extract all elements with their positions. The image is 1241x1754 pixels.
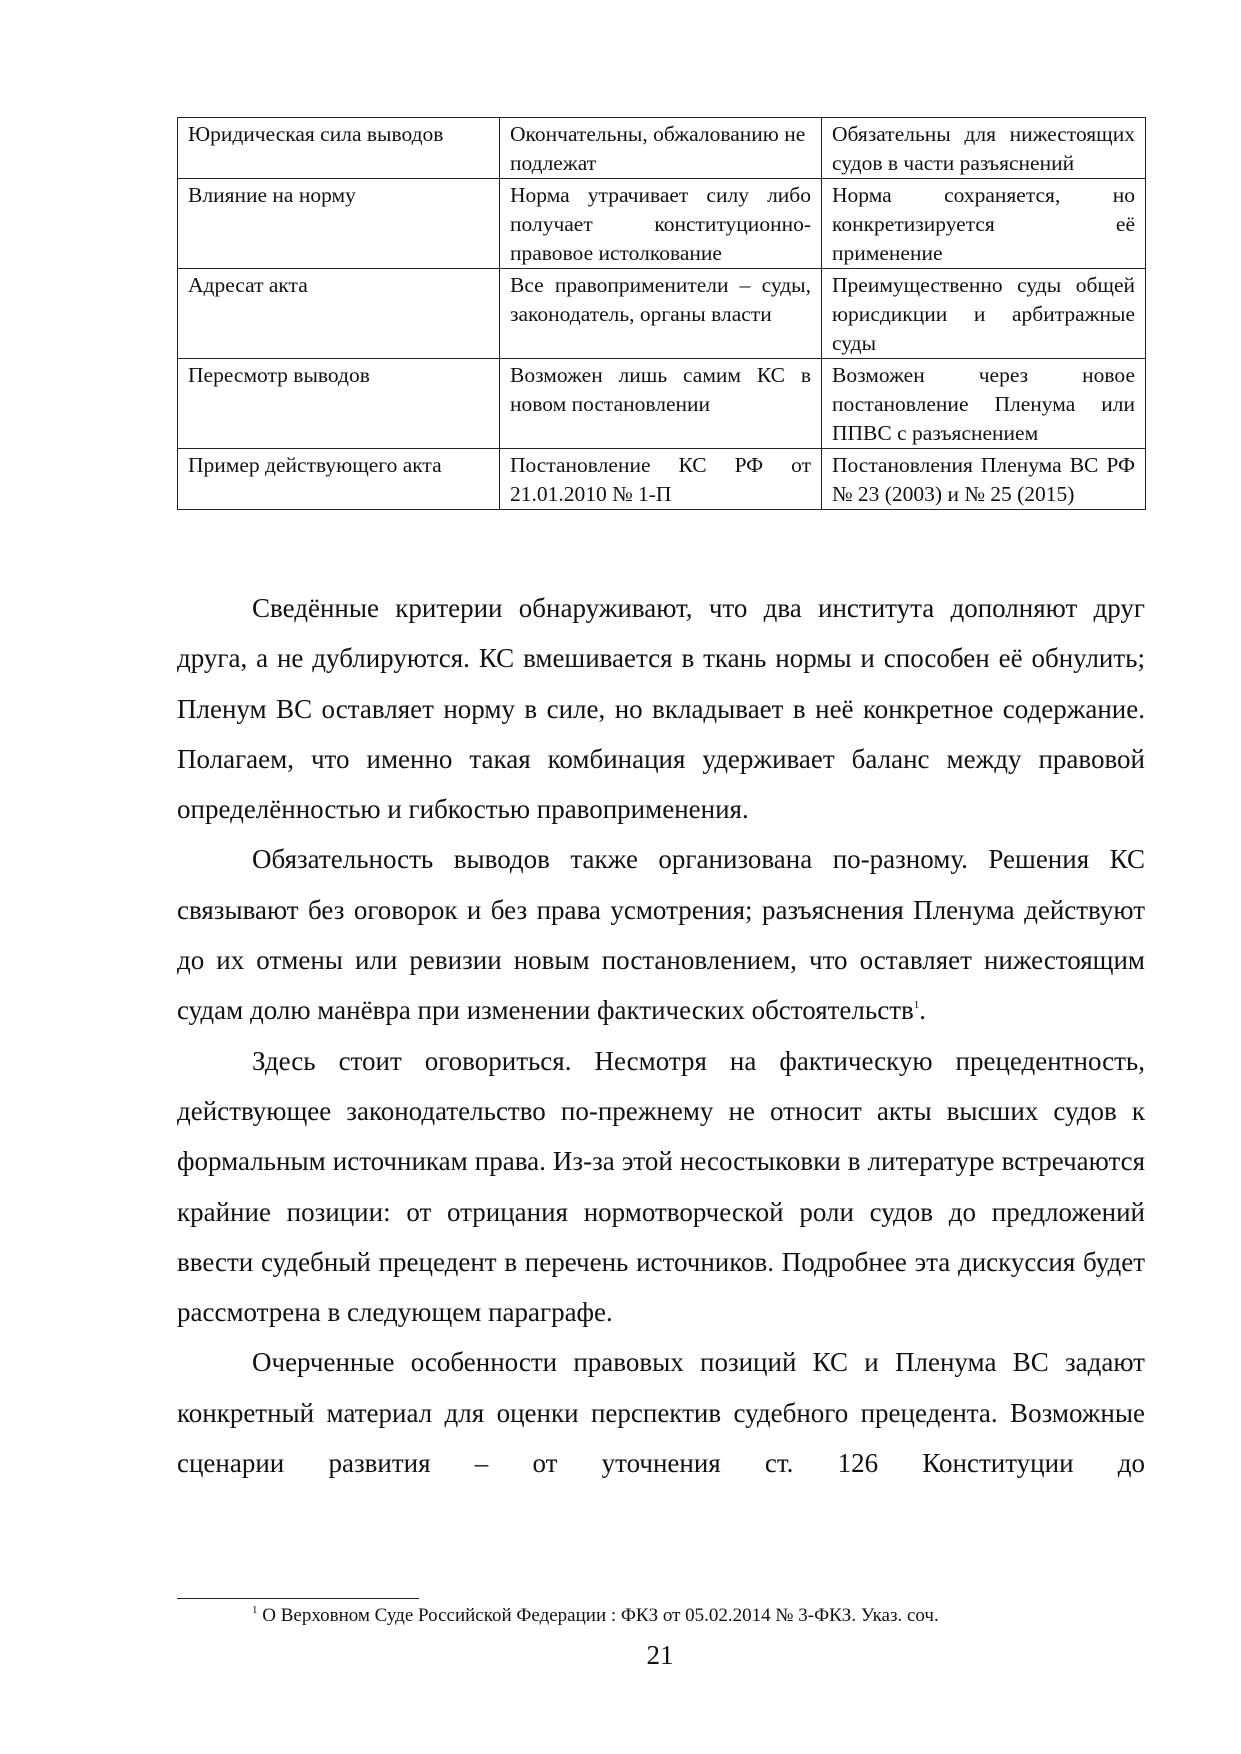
footnote [252,1604,939,1628]
table-cell: Все правоприменители – суды, законодатель, органы власти [500,269,822,359]
comparison-table [177,117,1146,510]
paragraph: Здесь стоит оговориться. Несмотря на фактическую прецедентность, действующее законодательство по-прежнему не относит акты высших судов к формальным источникам права. Из-за этой несостыковки в литературе встречаются крайние позиции: от отрицания нормотворческой роли судов до предложений ввести судебный прецедент в перечень источников. Подробнее эта дискуссия будет рассмотрена в следующем параграфе. [177,1045,1145,1328]
table-cell: Возможен через новое постановление Пленума или ППВС с разъяснением [822,359,1146,449]
footnote-reference[interactable]: 1 [913,999,920,1012]
paragraph-end: . [919,995,926,1026]
table-cell: Окончательны, обжалованию не подлежат [500,118,822,179]
paragraph: Сведённые критерии обнаруживают, что два института дополняют друг друга, а не дублируются. КС вмешивается в ткань нормы и способен её обнулить; Пленум ВС оставляет норму в силе, но вкладывает в неё конкретное содержание. Полагаем, что именно такая комбинация удерживает баланс между правовой определённостью и гибкостью правоприменения. [177,593,1145,825]
page-number: 21 [646,1640,674,1670]
table-cell: Пример действующего акта [178,449,500,510]
paragraph: Очерченные особенности правовых позиций КС и Пленума ВС задают конкретный материал для оценки перспектив судебного прецедента. Возможные сценарии развития – от уточнения ст. 126 Конституции до [177,1347,1145,1479]
table-cell: Постановление КС РФ от 21.01.2010 № 1-П [500,449,822,510]
paragraph-text: Обязательность выводов также организована по-разному. Решения КС связывают без оговорок и без права усмотрения; разъяснения Пленума действуют до их отмены или ревизии новым постановлением, что оставляет нижестоящим судам долю манёвра при изменении фактических обстоятельств [177,844,1145,1026]
footnote-separator [177,1598,419,1599]
table-cell: Юридическая сила выводов [178,118,500,179]
table-cell: Адресат акта [178,269,500,359]
table-row [178,449,1146,510]
footnote-text: О Верховном Суде Российской Федерации : ФКЗ от 05.02.2014 № 3-ФКЗ. Указ. соч. [257,1605,939,1626]
paragraph [177,834,1145,1035]
body-text [177,583,1145,1488]
table-row [178,118,1146,179]
table-cell: Норма утрачивает силу либо получает конституционно-правовое истолкование [500,179,822,269]
table-row [178,359,1146,449]
table-cell: Возможен лишь самим КС в новом постановлении [500,359,822,449]
footnote-marker: 1 [252,1604,258,1616]
table-row [178,179,1146,269]
table-cell: Пересмотр выводов [178,359,500,449]
table-cell: Влияние на норму [178,179,500,269]
table-cell: Постановления Пленума ВС РФ № 23 (2003) и № 25 (2015) [822,449,1146,510]
table-cell: Преимущественно суды общей юрисдикции и арбитражные суды [822,269,1146,359]
table-row [178,269,1146,359]
table-cell: Норма сохраняется, но конкретизируется её применение [822,179,1146,269]
table-cell: Обязательны для нижестоящих судов в части разъяснений [822,118,1146,179]
